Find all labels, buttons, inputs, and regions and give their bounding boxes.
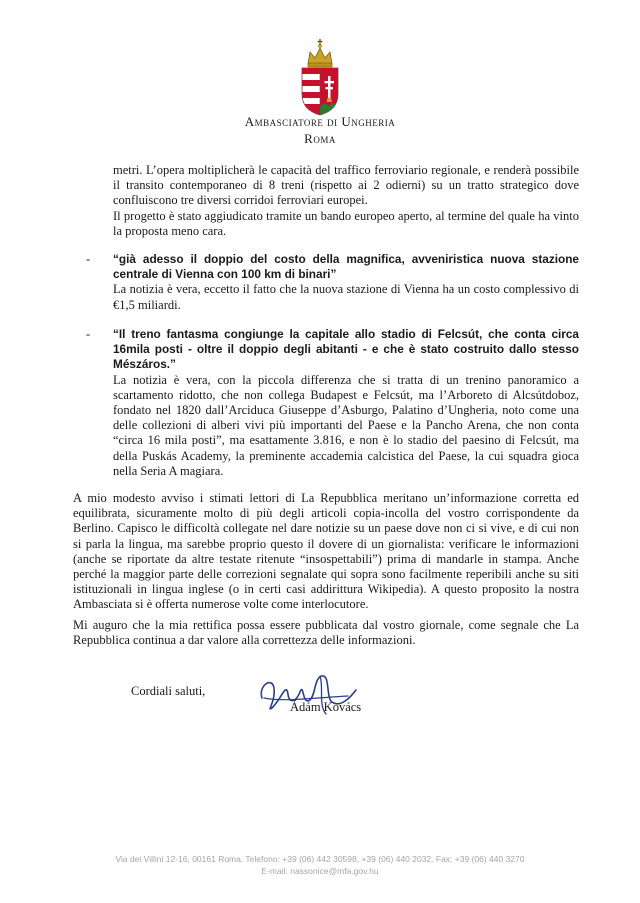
footer-address: Via dei Villini 12-16, 00161 Roma. Telefono: +39 (06) 442 30598, +39 (06) 440 2032. Fax: +39 (06) 440 3270 [115, 854, 525, 864]
body-paragraph: A mio modesto avviso i stimati lettori di La Repubblica meritano un’informazione corretta ed equilibrata, sicuramente molto di più degli articoli copia-incolla del vostro corrispondente da Berlino. Capisco le difficoltà collegate nel dare notizie su un paese dove non ci si vive, e di cui non si parla la lingua, ma sarebbe proprio questo il dovere di un giornalista: verificare le informazioni (anche se riportate da altre testate ritenute “insospettabili”) prima di mandarle in stampa. Anche perché la maggior parte delle correzioni segnalate qui sopra sono facilmente reperibili anche su siti istituzionali in lingua inglese (o in certi casi addirittura Wikipedia). A questo proposito la nostra Ambasciata si è offerta numerose volte come interlocutore. [73, 491, 579, 612]
bullet-item [113, 327, 579, 479]
letterhead-city: Roma [304, 131, 336, 146]
bullet-body: La notizia è vera, con la piccola differenza che si tratta di un trenino panoramico a scartamento ridotto, che non collega Budapest e Felcsút, ma l’Arboreto di Alcsútdoboz, fondato nel 1820 dall’Arciduca Giuseppe d’Asburgo, Palatino d’Ungheria, noto come una delle collezioni di alberi vivi più importanti del Paese e la Pancho Arena, che non conta “circa 16 mila posti”, ma esattamente 3.816, e non è lo stadio del paesino di Felcsút, ma della Puskás Academy, la preminente accademia calcistica del Paese, la cui squadra gioca nella Seria A magiara. [113, 372, 579, 478]
bullet-dash: - [86, 327, 91, 341]
bullet-heading: “Il treno fantasma congiunge la capitale allo stadio di Felcsút, che conta circa 16mila posti - oltre il doppio degli abitanti - e che è stato costruito dallo stesso Mészáros.” [113, 327, 579, 372]
continuation-paragraph: metri. L’opera moltiplicherà le capacità del traffico ferroviario regionale, e renderà possibile il transito contemporaneo di 8 treni (rispetto ai 2 odierni) su un tratto strategico dove confluiscono tre diversi corridoi ferroviari europei. [113, 163, 579, 208]
continuation-block [113, 163, 579, 239]
footer-email: E-mail: nassonice@mfa.gov.hu [261, 866, 379, 876]
signer-name: Ádám Kovács [290, 700, 362, 714]
body-paragraph: Mi auguro che la mia rettifica possa essere pubblicata dal vostro giornale, come segnale che La Repubblica continua a dar valore alla correttezza delle informazioni. [73, 618, 579, 648]
closing-salutation: Cordiali saluti, [131, 684, 206, 698]
shield-icon [302, 68, 338, 116]
bullet-item [113, 252, 579, 313]
bullet-heading: “già adesso il doppio del costo della magnifica, avveniristica nuova stazione centrale di Vienna con 100 km di binari” [113, 252, 579, 282]
letterhead-title: Ambasciatore di Ungheria [244, 114, 396, 129]
continuation-paragraph: Il progetto è stato aggiudicato tramite un bando europeo aperto, al termine del quale ha vinto la proposta meno cara. [113, 208, 579, 238]
bullet-dash: - [86, 252, 91, 266]
coat-of-arms-icon [298, 36, 342, 116]
crown-icon [308, 39, 332, 67]
bullet-body: La notizia è vera, eccetto il fatto che la nuova stazione di Vienna ha un costo complessivo di €1,5 miliardi. [113, 282, 579, 312]
